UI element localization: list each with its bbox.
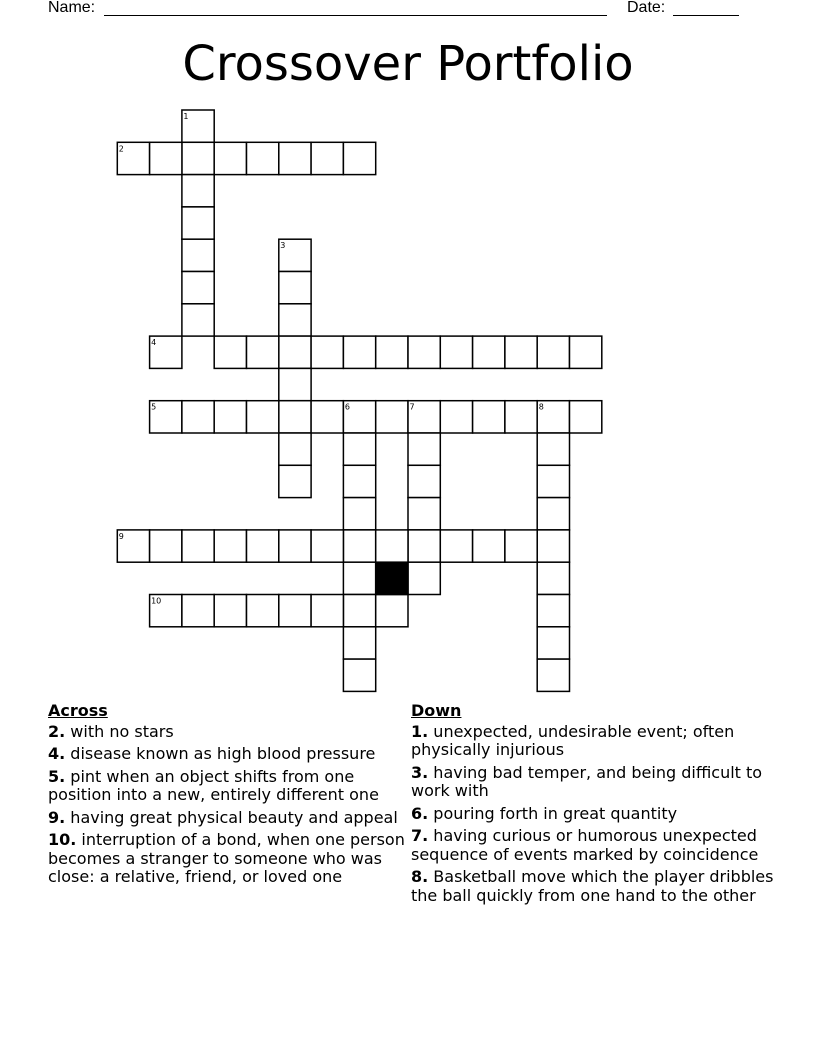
down-clue-text: Basketball move which the player dribbles the ball quickly from one hand to the other [411, 867, 774, 905]
down-clues [411, 702, 781, 909]
crossword-cell[interactable] [182, 142, 214, 174]
crossword-cell[interactable] [537, 627, 569, 659]
crossword-cell[interactable] [182, 272, 214, 304]
down-clue-list [411, 723, 781, 906]
across-clue-text: disease known as high blood pressure [65, 744, 376, 763]
down-clue-number: 3. [411, 762, 429, 782]
crossword-cell[interactable] [570, 336, 602, 368]
down-clue-number: 1. [411, 721, 429, 741]
across-clue-text: pint when an object shifts from one position into a new, entirely different one [48, 766, 379, 804]
crossword-cell[interactable] [117, 530, 149, 562]
crossword-cell[interactable] [440, 530, 472, 562]
across-clue-number: 2. [48, 721, 66, 741]
crossword-cell[interactable] [182, 304, 214, 336]
page-title: Crossover Portfolio [182, 36, 634, 92]
crossword-cell[interactable] [214, 530, 246, 562]
black-cell [376, 562, 408, 594]
crossword-cell[interactable] [376, 401, 408, 433]
crossword-cell[interactable] [279, 272, 311, 304]
across-clue-text: interruption of a bond, when one person becomes a stranger to someone who was close: a relative, friend, or loved one [48, 830, 405, 886]
crossword-cell[interactable] [537, 498, 569, 530]
crossword-cell[interactable] [408, 498, 440, 530]
name-label: Name: [48, 0, 96, 16]
crossword-cell[interactable] [311, 142, 343, 174]
across-clue-text: having great physical beauty and appeal [65, 807, 398, 827]
crossword-cell[interactable] [279, 239, 311, 271]
down-clue [411, 764, 781, 801]
down-clue [411, 827, 781, 864]
crossword-cell[interactable] [247, 401, 279, 433]
across-clue-number: 9. [48, 807, 66, 827]
crossword-cell[interactable] [376, 336, 408, 368]
across-clue [48, 745, 408, 764]
crossword-cell[interactable] [150, 142, 182, 174]
crossword-cell[interactable] [279, 401, 311, 433]
crossword-cell[interactable] [343, 401, 375, 433]
crossword-cell[interactable] [214, 595, 246, 627]
crossword-cell[interactable] [150, 530, 182, 562]
crossword-cell[interactable] [570, 401, 602, 433]
crossword-cell[interactable] [343, 562, 375, 594]
across-heading: Across [48, 701, 108, 720]
crossword-cell[interactable] [150, 401, 182, 433]
crossword-cell[interactable] [279, 433, 311, 465]
crossword-cell[interactable] [537, 530, 569, 562]
crossword-cell[interactable] [150, 336, 182, 368]
crossword-cell[interactable] [279, 465, 311, 497]
crossword-cell[interactable] [182, 239, 214, 271]
down-clue [411, 805, 781, 824]
crossword-cell[interactable] [537, 433, 569, 465]
crossword-cell[interactable] [182, 110, 214, 142]
crossword-cell[interactable] [408, 562, 440, 594]
clue-number: 8 [538, 402, 544, 412]
down-clue-text: unexpected, undesirable event; often physically injurious [411, 721, 735, 759]
crossword-cell[interactable] [343, 142, 375, 174]
crossword-cell[interactable] [150, 595, 182, 627]
crossword-cell[interactable] [182, 207, 214, 239]
crossword-cell[interactable] [182, 401, 214, 433]
across-clue-number: 10. [48, 830, 77, 849]
across-clue-list [48, 723, 408, 887]
across-clue [48, 723, 408, 742]
crossword-cell[interactable] [247, 142, 279, 174]
clue-number: 3 [280, 241, 286, 251]
clue-number: 10 [151, 596, 162, 606]
down-clue [411, 868, 781, 905]
crossword-cell[interactable] [408, 433, 440, 465]
crossword-cell[interactable] [279, 336, 311, 368]
across-clue-text: with no stars [65, 721, 174, 741]
crossword-cell[interactable] [408, 530, 440, 562]
crossword-cell[interactable] [343, 659, 375, 691]
crossword-cell[interactable] [473, 401, 505, 433]
down-clue-text: pouring forth in great quantity [428, 803, 678, 823]
crossword-cell[interactable] [537, 336, 569, 368]
crossword-cell[interactable] [376, 595, 408, 627]
crossword-cell[interactable] [473, 530, 505, 562]
crossword-cell[interactable] [311, 530, 343, 562]
down-clue-number: 6. [411, 803, 429, 823]
crossword-cell[interactable] [214, 401, 246, 433]
crossword-cell[interactable] [505, 401, 537, 433]
across-clue-number: 5. [48, 766, 66, 786]
clue-number: 4 [151, 338, 157, 348]
crossword-cell[interactable] [117, 142, 149, 174]
clue-number: 5 [151, 402, 157, 412]
clue-number: 9 [118, 531, 124, 541]
crossword-cell[interactable] [537, 401, 569, 433]
down-clue-text: having bad temper, and being difficult to work with [411, 762, 763, 800]
crossword-cell[interactable] [343, 595, 375, 627]
crossword-cell[interactable] [537, 465, 569, 497]
crossword-cell[interactable] [473, 336, 505, 368]
down-clue-number: 7. [411, 826, 429, 845]
crossword-cell[interactable] [343, 627, 375, 659]
crossword-cell[interactable] [343, 433, 375, 465]
crossword-cell[interactable] [505, 530, 537, 562]
crossword-cell[interactable] [311, 595, 343, 627]
crossword-cell[interactable] [214, 142, 246, 174]
crossword-cell[interactable] [537, 562, 569, 594]
header-line [0, 0, 816, 20]
crossword-cell[interactable] [408, 465, 440, 497]
crossword-cell[interactable] [343, 498, 375, 530]
date-label: Date: [627, 0, 666, 16]
crossword-cell[interactable] [247, 530, 279, 562]
crossword-cell[interactable] [505, 336, 537, 368]
crossword-cell[interactable] [343, 530, 375, 562]
clue-number: 6 [344, 402, 350, 412]
clue-number: 7 [409, 402, 415, 412]
crossword-cell[interactable] [279, 304, 311, 336]
crossword-cell[interactable] [214, 336, 246, 368]
down-heading: Down [411, 701, 462, 720]
crossword-cell[interactable] [440, 401, 472, 433]
crossword-cell[interactable] [311, 401, 343, 433]
clue-number: 1 [183, 112, 189, 121]
crossword-cell[interactable] [279, 530, 311, 562]
date-blank-line[interactable] [673, 15, 739, 16]
crossword-cell[interactable] [279, 595, 311, 627]
down-clue-text: having curious or humorous unexpected sequence of events marked by coincidence [411, 826, 759, 864]
crossword-cell[interactable] [537, 595, 569, 627]
across-clue [48, 768, 408, 805]
down-clue [411, 723, 781, 760]
crossword-cell[interactable] [279, 368, 311, 400]
clue-number: 2 [118, 144, 124, 154]
crossword-cell[interactable] [182, 175, 214, 207]
across-clue-number: 4. [48, 744, 66, 763]
crossword-cell[interactable] [408, 401, 440, 433]
crossword-cell[interactable] [440, 336, 472, 368]
across-clue [48, 809, 408, 828]
name-blank-line[interactable] [104, 15, 607, 16]
crossword-cell[interactable] [182, 595, 214, 627]
crossword-cell[interactable] [247, 595, 279, 627]
crossword-cell[interactable] [311, 336, 343, 368]
down-clue-number: 8. [411, 867, 429, 886]
crossword-cell[interactable] [182, 530, 214, 562]
crossword-cell[interactable] [376, 530, 408, 562]
crossword-cell[interactable] [247, 336, 279, 368]
crossword-cell[interactable] [343, 465, 375, 497]
across-clues [48, 702, 408, 891]
crossword-cell[interactable] [537, 659, 569, 691]
crossword-cell[interactable] [279, 142, 311, 174]
crossword-cell[interactable] [343, 336, 375, 368]
across-clue [48, 831, 408, 887]
crossword-cell[interactable] [408, 336, 440, 368]
